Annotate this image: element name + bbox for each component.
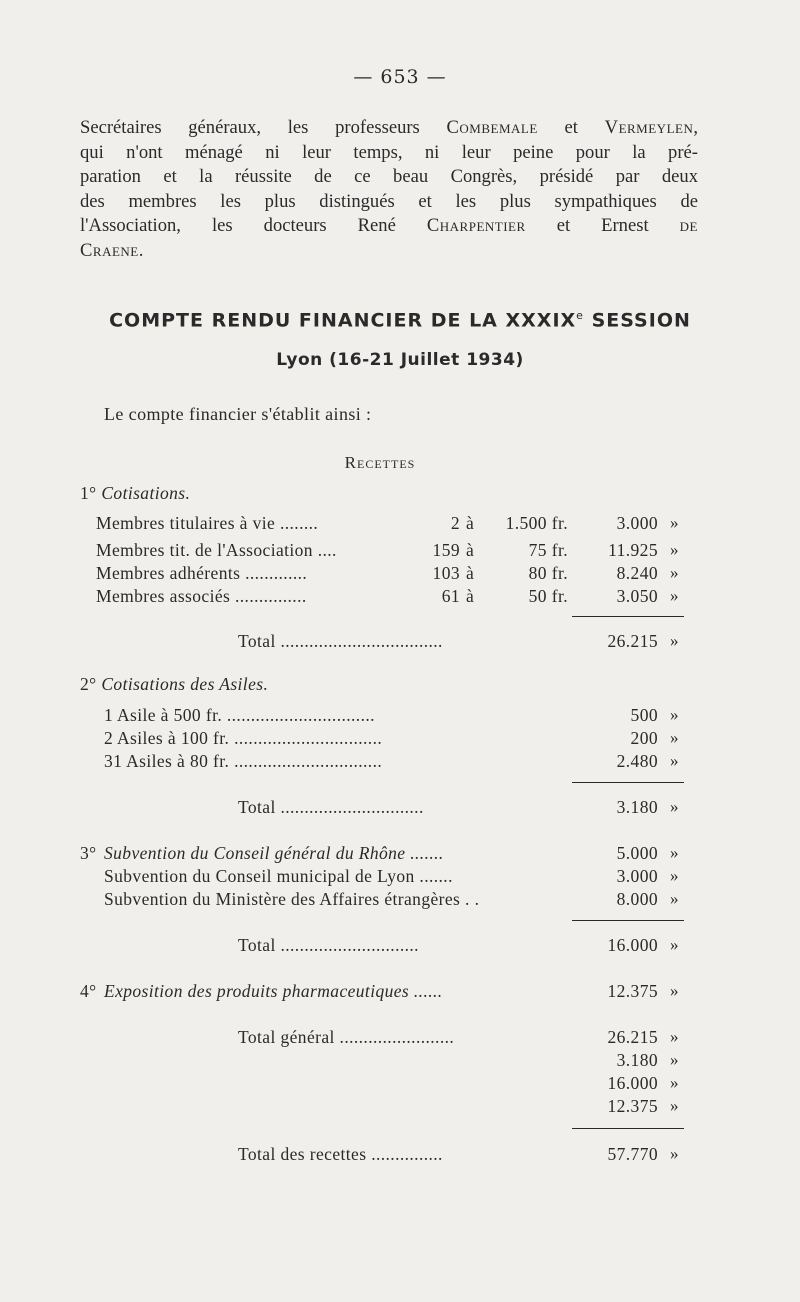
row-mark: » xyxy=(670,981,679,1000)
row-mark: » xyxy=(670,728,679,747)
row-a: à xyxy=(466,540,475,560)
row-count: 2 xyxy=(450,513,460,533)
total-recettes-label: Total des recettes ............... xyxy=(238,1144,443,1164)
total-general-amount: 16.000 xyxy=(607,1073,658,1093)
row-mark: » xyxy=(670,540,679,559)
total-label: Total .............................. xyxy=(238,797,424,817)
row-amount: 3.000 xyxy=(616,866,658,886)
intro-text: et Ernest xyxy=(525,215,680,237)
row-mark: » xyxy=(670,751,679,770)
row-mark: » xyxy=(670,586,679,605)
row-mark: » xyxy=(670,1096,679,1115)
row-label: Membres adhérents ............. xyxy=(96,563,308,583)
section-number: 1° xyxy=(80,483,97,503)
row-label: 31 Asiles à 80 fr. ............................... xyxy=(104,751,383,771)
intro-line-2: qui n'ont ménagé ni leur temps, ni leur peine pour la pré- xyxy=(80,141,698,163)
name-particle: de xyxy=(679,215,698,237)
name-charpentier: Charpentier xyxy=(426,215,526,237)
sum-rule xyxy=(572,616,684,617)
title-text-end: SESSION xyxy=(583,309,691,332)
row-count: 103 xyxy=(432,563,460,583)
row-mark: » xyxy=(670,843,679,862)
row-count: 159 xyxy=(432,540,460,560)
recettes-heading: Recettes xyxy=(344,453,416,472)
row-a: à xyxy=(466,563,475,583)
row-label: 1 Asile à 500 fr. ............................... xyxy=(104,705,375,725)
row-mark: » xyxy=(670,705,679,724)
row-mark: » xyxy=(670,1027,679,1046)
row-mark: » xyxy=(670,513,679,532)
total-general-amount: 3.180 xyxy=(616,1050,658,1070)
row-amount: 8.240 xyxy=(616,563,658,583)
section-1-heading xyxy=(80,483,190,504)
intro-text: l'Association, les docteurs René xyxy=(80,215,427,237)
report-title xyxy=(0,309,800,331)
row-label: Membres tit. de l'Association .... xyxy=(96,540,337,560)
row-label: Subvention du Conseil général du Rhône ....... xyxy=(104,843,444,863)
intro-line-3: paration et la réussite de ce beau Congrès, présidé par deux xyxy=(80,166,698,188)
row-rate: 1.500 fr. xyxy=(505,513,568,533)
name-craene: Craene xyxy=(80,239,139,261)
total-mark: » xyxy=(670,631,679,650)
sum-rule xyxy=(572,782,684,783)
intro-text: . xyxy=(138,239,144,261)
total-label: Total .................................. xyxy=(238,631,443,651)
row-rate: 80 fr. xyxy=(528,563,568,583)
total-recettes-amount: 57.770 xyxy=(607,1144,658,1164)
total-amount: 26.215 xyxy=(607,631,658,651)
section-title: Cotisations. xyxy=(101,483,191,503)
row-amount: 11.925 xyxy=(608,540,658,560)
sum-rule xyxy=(572,1128,684,1129)
intro-text: et xyxy=(537,117,605,138)
row-label: Subvention du Conseil municipal de Lyon ....... xyxy=(104,866,453,886)
row-mark: » xyxy=(670,1050,679,1069)
row-amount: 8.000 xyxy=(616,889,658,909)
total-mark: » xyxy=(670,935,679,954)
row-mark: » xyxy=(670,889,679,908)
title-sup: e xyxy=(576,309,584,322)
intro-text: , xyxy=(693,117,698,138)
row-amount: 12.375 xyxy=(607,981,658,1001)
intro-line-5 xyxy=(80,214,698,239)
intro-paragraph xyxy=(80,116,698,264)
row-amount: 3.050 xyxy=(616,586,658,606)
row-amount: 200 xyxy=(630,728,658,748)
row-label: Membres associés ............... xyxy=(96,586,307,606)
intro-line-1 xyxy=(80,116,698,141)
section-2-heading xyxy=(80,674,268,695)
row-label: Exposition des produits pharmaceutiques ...... xyxy=(104,981,443,1001)
row-mark: » xyxy=(670,1073,679,1092)
row-number: 4° xyxy=(80,981,97,1001)
total-general-amount: 26.215 xyxy=(607,1027,658,1047)
row-amount: 500 xyxy=(630,705,658,725)
intro-line-4: des membres les plus distingués et les plus sympathiques de xyxy=(80,190,698,212)
name-vermeylen: Vermeylen xyxy=(604,117,694,138)
intro-line-6 xyxy=(80,239,698,264)
title-text: COMPTE RENDU FINANCIER DE LA XXXIX xyxy=(109,309,577,332)
lead-sentence: Le compte financier s'établit ainsi : xyxy=(104,404,372,424)
row-number: 3° xyxy=(80,843,97,863)
row-mark: » xyxy=(670,866,679,885)
total-general-amount: 12.375 xyxy=(607,1096,658,1116)
row-amount: 2.480 xyxy=(616,751,658,771)
section-title: Cotisations des Asiles. xyxy=(101,674,269,694)
name-combemale: Combemale xyxy=(446,117,538,138)
row-amount: 5.000 xyxy=(616,843,658,863)
row-rate: 75 fr. xyxy=(528,540,568,560)
intro-text: Secrétaires généraux, les professeurs xyxy=(80,117,447,138)
section-number: 2° xyxy=(80,674,97,694)
total-label: Total ............................. xyxy=(238,935,419,955)
page-number: — 653 — xyxy=(353,66,447,88)
row-amount: 3.000 xyxy=(616,513,658,533)
row-a: à xyxy=(466,513,475,533)
total-mark: » xyxy=(670,797,679,816)
total-general-label: Total général ........................ xyxy=(238,1027,455,1047)
row-label: Subvention du Ministère des Affaires étrangères . . xyxy=(104,889,480,909)
row-count: 61 xyxy=(441,586,460,606)
total-amount: 3.180 xyxy=(616,797,658,817)
row-mark: » xyxy=(670,563,679,582)
report-subtitle: Lyon (16-21 Juillet 1934) xyxy=(276,350,524,370)
row-label: 2 Asiles à 100 fr. ............................... xyxy=(104,728,383,748)
row-label: Membres titulaires à vie ........ xyxy=(96,513,319,533)
row-rate: 50 fr. xyxy=(528,586,568,606)
row-a: à xyxy=(466,586,475,606)
row-mark: » xyxy=(670,1144,679,1163)
sum-rule xyxy=(572,920,684,921)
total-amount: 16.000 xyxy=(607,935,658,955)
